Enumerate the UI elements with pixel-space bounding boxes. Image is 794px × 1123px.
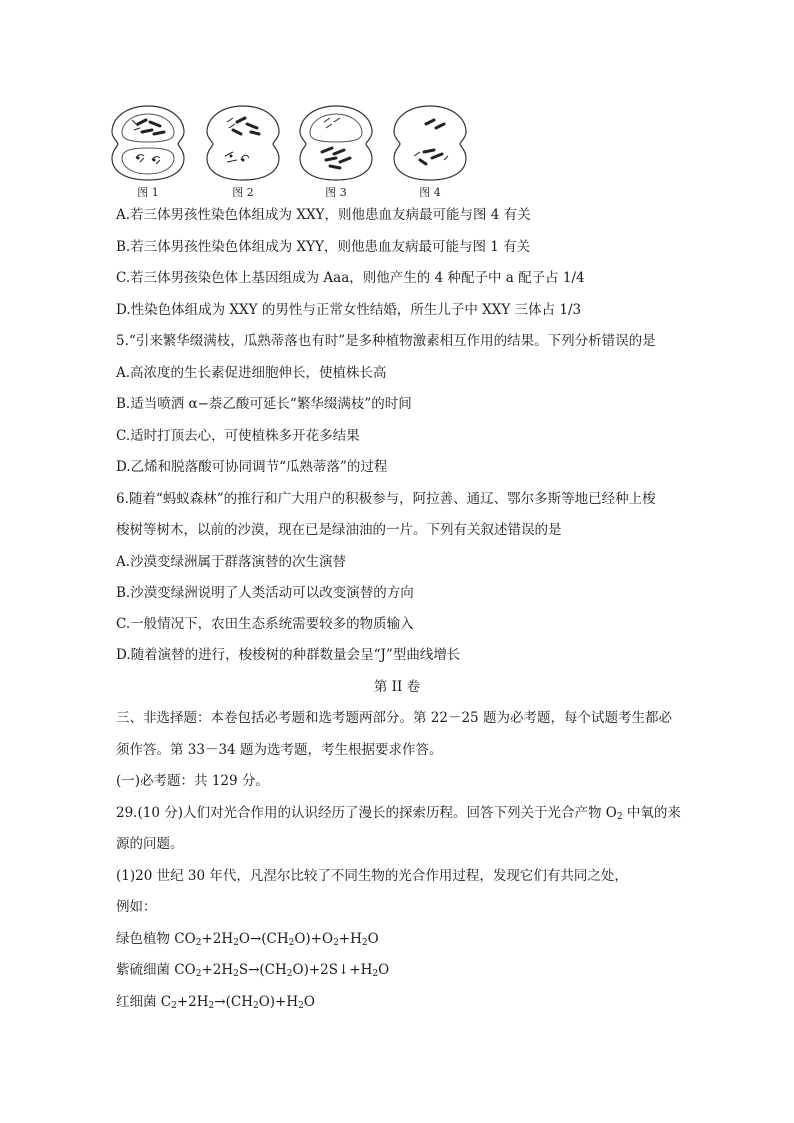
equation-green-plant: 绿色植物 $CO_2+2H_2O\to(CH_2O)+O_2+H_2O$ bbox=[116, 931, 379, 948]
q5-option-d: D.乙烯和脱落酸可协同调节“瓜熟蒂落”的过程 bbox=[116, 459, 388, 475]
part3-intro-line2: 须作答。第 33－34 题为选考题，考生根据要求作答。 bbox=[116, 742, 443, 758]
q29-stem-line1: 29.(10 分)人们对光合作用的认识经历了漫长的探索历程。回答下列关于光合产物 $O_2$ 中氧的来 bbox=[116, 805, 681, 822]
figure-1 bbox=[108, 100, 188, 200]
figure-4 bbox=[390, 100, 470, 200]
q6-option-c: C.一般情况下，农田生态系统需要较多的物质输入 bbox=[116, 616, 414, 632]
equation-purple-sulfur-bacteria: 紫硫细菌 $CO_2+2H_2S\to(CH_2O)+2S↓+H_2O$ bbox=[116, 962, 390, 979]
q4-option-c: C.若三体男孩染色体上基因组成为 Aaa，则他产生的 4 种配子中 a 配子占 1/4 bbox=[116, 270, 585, 286]
figure-label: 图 4 bbox=[419, 186, 441, 199]
cell-division-figures bbox=[108, 100, 478, 200]
cell-figure-3-image bbox=[296, 100, 376, 184]
required-heading: (一)必考题：共 129 分。 bbox=[116, 773, 269, 789]
q29-stem-line2: 源的问题。 bbox=[116, 836, 184, 852]
q4-option-a: A.若三体男孩性染色体组成为 XXY，则他患血友病最可能与图 4 有关 bbox=[116, 207, 531, 223]
cell-figure-4-image bbox=[390, 100, 470, 184]
q6-stem-line2: 梭树等树木，以前的沙漠，现在已是绿油油的一片。下列有关叙述错误的是 bbox=[116, 522, 562, 538]
q6-stem-line1: 6.随着“蚂蚁森林”的推行和广大用户的积极参与，阿拉善、通辽、鄂尔多斯等地已经种上梭 bbox=[116, 491, 656, 507]
cell-figure-2-image bbox=[203, 100, 283, 184]
cell-figure-1-image bbox=[108, 100, 188, 184]
q29-part1-line2: 例如： bbox=[116, 899, 157, 915]
q4-option-b: B.若三体男孩性染色体组成为 XYY，则他患血友病最可能与图 1 有关 bbox=[116, 239, 531, 255]
q5-option-b: B.适当喷洒 α−萘乙酸可延长“繁华缀满枝”的时间 bbox=[116, 396, 412, 412]
q5-option-c: C.适时打顶去心，可使植株多开花多结果 bbox=[116, 428, 360, 444]
q6-option-d: D.随着演替的进行，梭梭树的种群数量会呈“J”型曲线增长 bbox=[116, 647, 461, 663]
q4-option-d: D.性染色体组成为 XXY 的男性与正常女性结婚，所生儿子中 XXY 三体占 1/3 bbox=[116, 302, 582, 318]
figure-2 bbox=[203, 100, 283, 200]
q5-option-a: A.高浓度的生长素促进细胞伸长，使植株长高 bbox=[116, 365, 387, 381]
q5-stem: 5.“引来繁华缀满枝，瓜熟蒂落也有时”是多种植物激素相互作用的结果。下列分析错误的是 bbox=[116, 333, 656, 349]
section-title: 第 II 卷 bbox=[373, 679, 421, 695]
q6-option-b: B.沙漠变绿洲说明了人类活动可以改变演替的方向 bbox=[116, 585, 414, 601]
figure-label: 图 1 bbox=[137, 186, 159, 199]
q6-option-a: A.沙漠变绿洲属于群落演替的次生演替 bbox=[116, 554, 347, 570]
part3-intro-line1: 三、非选择题：本卷包括必考题和选考题两部分。第 22－25 题为必考题，每个试题考生都必 bbox=[116, 710, 672, 726]
q29-part1-line1: (1)20 世纪 30 年代，凡涅尔比较了不同生物的光合作用过程，发现它们有共同之处， bbox=[116, 868, 628, 884]
equation-red-bacteria: 红细菌 $C_2+2H_2\to(CH_2O)+H_2O$ bbox=[116, 994, 315, 1011]
figure-label: 图 2 bbox=[232, 186, 254, 199]
figure-label: 图 3 bbox=[325, 186, 347, 199]
figure-3 bbox=[296, 100, 376, 200]
